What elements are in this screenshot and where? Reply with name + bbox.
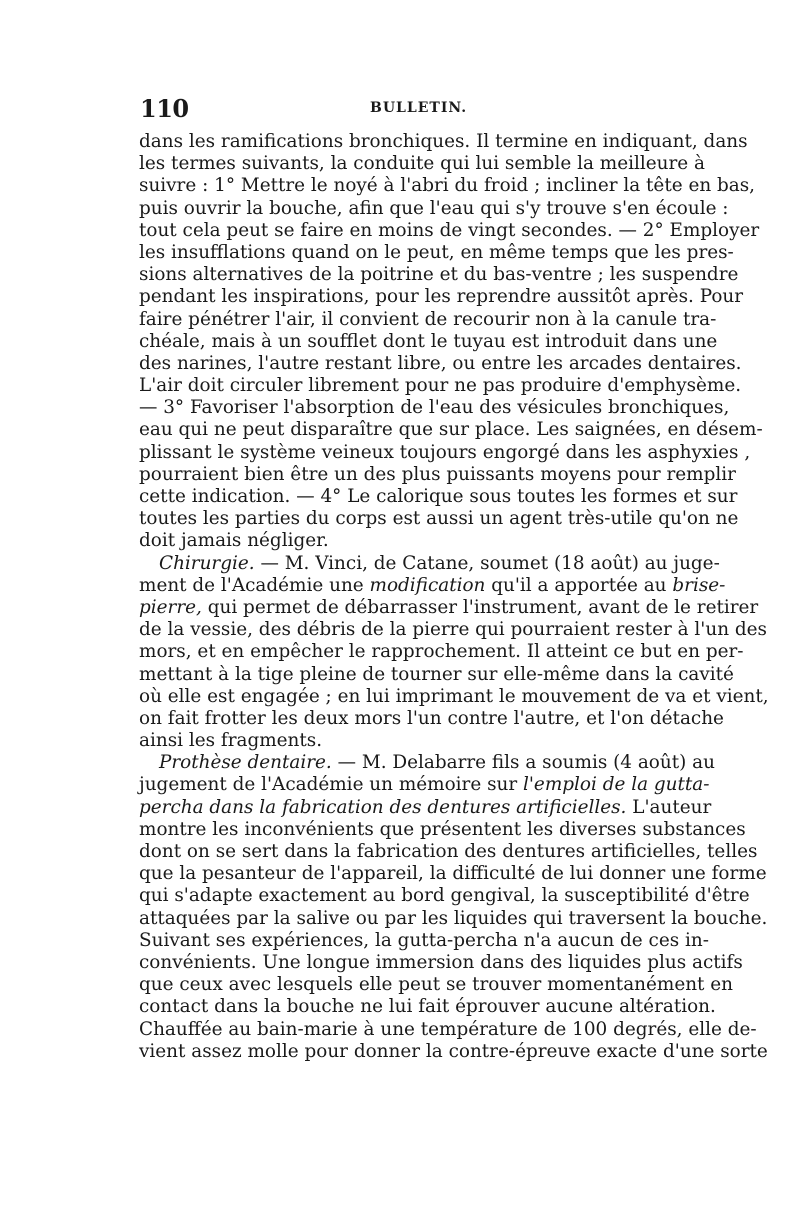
text-run: on fait frotter les deux mors l'un contre l'autre, et l'on détache [139, 707, 724, 729]
text-run: qu'il a apportée au [485, 574, 673, 596]
text-line [139, 419, 763, 441]
text-run: de la vessie, des débris de la pierre qui pourraient rester à l'un des [139, 619, 767, 641]
text-run: suivre : 1° Mettre le noyé à l'abri du froid ; incliner la tête en bas, [139, 175, 756, 197]
text-run: contact dans la bouche ne lui fait éprouver aucune altération. [139, 996, 716, 1018]
page-number: 110 [140, 94, 189, 123]
text-run: mors, et en empêcher le rapprochement. Il atteint ce but en per- [139, 641, 744, 663]
text-line [139, 863, 767, 885]
text-line [139, 685, 769, 708]
text-line [139, 375, 742, 397]
text-line [139, 663, 734, 686]
text-run: que la pesanteur de l'appareil, la difficulté de lui donner une forme [139, 863, 767, 885]
italic-text: Prothèse dentaire. [159, 752, 332, 774]
italic-text: modification [369, 574, 486, 596]
italic-text: brise- [672, 574, 726, 596]
text-run: des narines, l'autre restant libre, ou entre les arcades dentaires. [139, 352, 742, 374]
text-run: cette indication. — 4° Le calorique sous toutes les formes et sur [139, 486, 738, 507]
text-run: toutes les parties du corps est aussi un agent très-utile qu'on ne [139, 508, 739, 530]
text-line [139, 153, 705, 175]
text-run: montre les inconvénients que présentent les diverses substances [139, 818, 746, 840]
text-line [139, 352, 742, 375]
body-text [139, 131, 769, 1063]
text-run: qui permet de débarrasser l'instrument, avant de le retirer [201, 596, 759, 618]
text-run: puis ouvrir la bouche, afin que l'eau qui s'y trouve s'en écoule : [139, 197, 729, 219]
text-line [139, 707, 724, 730]
text-run: — M. Vinci, de Catane, soumet (18 août) au juge- [254, 552, 720, 574]
italic-text: l'emploi de la gutta- [523, 774, 710, 796]
text-line [139, 530, 669, 552]
text-line [139, 929, 709, 952]
text-run: où elle est engagée ; en lui imprimant le mouvement de va et vient, [139, 685, 769, 707]
text-run: que ceux avec lesquels elle peut se trouver momentanément en [139, 974, 734, 996]
text-line [139, 907, 768, 930]
text-line [139, 175, 756, 197]
text-line [139, 796, 712, 819]
text-run: chéale, mais à un soufflet dont le tuyau est introduit dans une [139, 330, 718, 352]
text-run: ainsi les fragments. [139, 730, 323, 752]
text-line [139, 330, 718, 353]
text-line [139, 508, 739, 530]
text-line [139, 286, 744, 308]
text-run: ment de l'Académie une [139, 574, 370, 596]
text-line [139, 818, 746, 841]
text-run: — 3° Favoriser l'absorption de l'eau des vésicules bronchiques, [139, 397, 730, 419]
text-line [139, 974, 734, 996]
text-line [139, 619, 767, 641]
text-line [139, 996, 716, 1018]
text-line [139, 241, 734, 264]
text-run: L'air doit circuler librement pour ne pas produire d'emphysème. [139, 375, 742, 397]
text-run: vient assez molle pour donner la contre-épreuve exacte d'une sorte [139, 1040, 768, 1062]
running-head: BULLETIN. [370, 100, 468, 116]
text-line [139, 885, 750, 907]
text-run: dans les ramifications bronchiques. Il termine en indiquant, dans [139, 131, 748, 152]
text-run: sions alternatives de la poitrine et du bas-ventre ; les suspendre [139, 264, 739, 286]
text-run: tout cela peut se faire en moins de vingt secondes. — 2° Employer [139, 219, 760, 241]
text-line [139, 197, 729, 220]
text-line [139, 441, 751, 464]
text-run: attaquées par la salive ou par les liquides qui traversent la bouche. [139, 907, 768, 929]
text-run: Chauffée au bain-marie à une température de 100 degrés, elle de- [139, 1018, 757, 1040]
text-run: convénients. Une longue immersion dans des liquides plus actifs [139, 951, 743, 973]
text-line [139, 596, 759, 619]
text-line [139, 752, 715, 774]
text-line [139, 219, 760, 242]
text-run: faire pénétrer l'air, il convient de recourir non à la canule tra- [139, 308, 717, 330]
text-run: doit jamais négliger. [139, 530, 329, 552]
text-run: pendant les inspirations, pour les reprendre aussitôt après. Pour [139, 286, 744, 308]
text-line [139, 774, 710, 796]
text-line [139, 486, 738, 508]
text-run: les insufflations quand on le peut, en même temps que les pres- [139, 241, 734, 263]
text-line [139, 264, 739, 286]
text-run: plissant le système veineux toujours engorgé dans les asphyxies , [139, 441, 751, 463]
text-run: pourraient bien être un des plus puissants moyens pour remplir [139, 463, 736, 485]
italic-text: Chirurgie. [159, 552, 255, 574]
text-line [139, 131, 748, 153]
page-header [140, 94, 670, 122]
italic-text: percha dans la fabrication des dentures artificielles. [139, 796, 627, 818]
text-line [139, 641, 744, 663]
text-line [139, 463, 736, 486]
text-line [139, 397, 730, 419]
text-line [139, 951, 743, 974]
text-line [139, 574, 726, 597]
text-run: mettant à la tige pleine de tourner sur elle-même dans la cavité [139, 663, 734, 685]
text-run: les termes suivants, la conduite qui lui semble la meilleure à [139, 153, 705, 175]
text-run: eau qui ne peut disparaître que sur place. Les saignées, en désem- [139, 419, 763, 441]
text-line [139, 552, 720, 575]
text-line [139, 1018, 757, 1041]
text-run: L'auteur [626, 796, 712, 818]
text-run: qui s'adapte exactement au bord gengival, la susceptibilité d'être [139, 885, 750, 907]
text-line [139, 1040, 768, 1063]
text-run: dont on se sert dans la fabrication des dentures artificielles, telles [139, 841, 758, 862]
text-run: jugement de l'Académie un mémoire sur [139, 774, 523, 796]
text-line [139, 841, 758, 863]
italic-text: pierre, [139, 596, 202, 618]
text-line [139, 308, 717, 331]
text-line [139, 730, 669, 752]
text-run: Suivant ses expériences, la gutta-percha n'a aucun de ces in- [139, 929, 709, 951]
text-run: — M. Delabarre fils a soumis (4 août) au [331, 752, 715, 774]
